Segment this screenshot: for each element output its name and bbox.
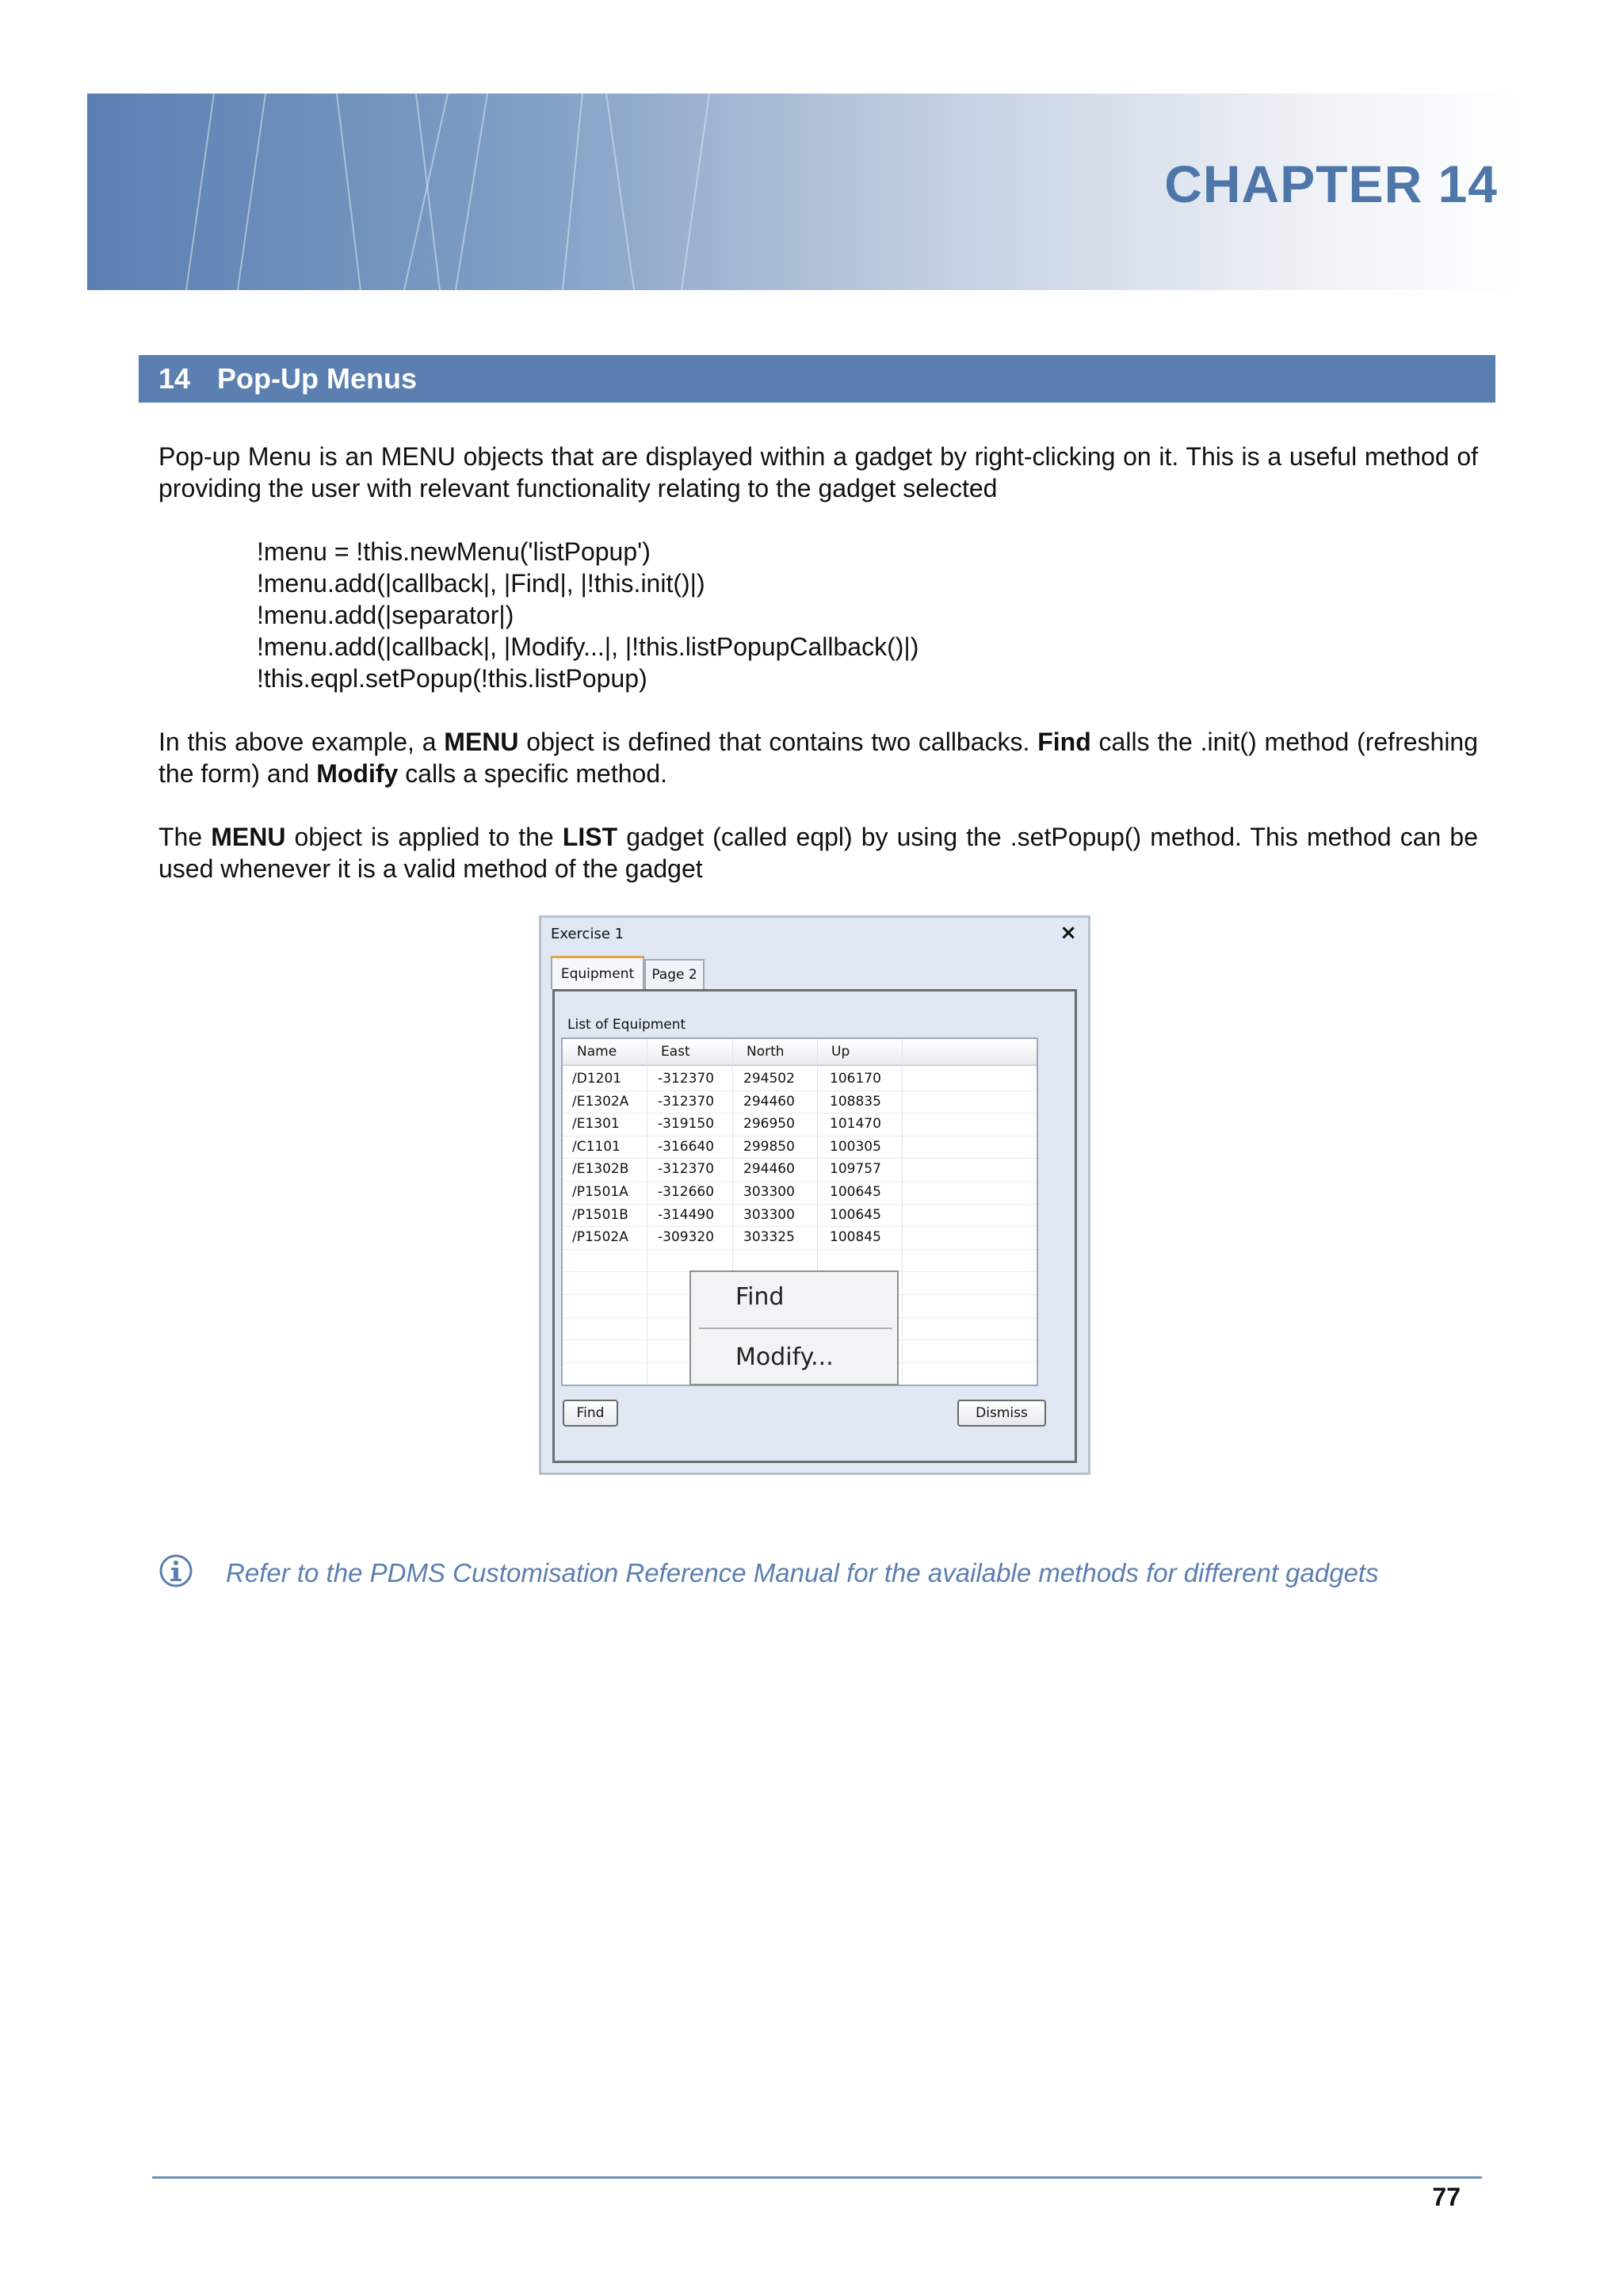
table-cell[interactable]: -312370 (658, 1093, 715, 1110)
table-cell[interactable]: 100645 (830, 1206, 881, 1223)
table-cell[interactable]: 100305 (830, 1138, 881, 1155)
dismiss-button[interactable]: Dismiss (957, 1400, 1046, 1427)
table-cell[interactable]: 100845 (830, 1229, 881, 1246)
table-cell[interactable]: -316640 (658, 1138, 715, 1155)
column-header-east[interactable]: East (661, 1044, 690, 1060)
table-cell[interactable]: 294502 (743, 1071, 795, 1087)
section-number: 14 (158, 362, 191, 395)
text-run: calls a specific method. (398, 759, 667, 788)
dialog-title: Exercise 1 (551, 926, 624, 942)
row-divider (563, 1181, 1037, 1182)
text-run: gadget (called eqpl) by using the .setPopup() method. This method can be used whenever it is a valid method of the gadget (158, 823, 1479, 883)
code-line: !this.eqpl.setPopup(!this.listPopup) (257, 664, 647, 693)
table-cell[interactable]: 294460 (743, 1093, 795, 1110)
table-cell[interactable]: 303300 (743, 1206, 795, 1223)
table-cell[interactable]: 296950 (743, 1116, 795, 1133)
intro-paragraph: Pop-up Menu is an MENU objects that are displayed within a gadget by right-clicking on it. This is a useful method of providing the user with relevant functionality relating to the gadget selected (158, 442, 1478, 502)
page-number: 77 (1432, 2183, 1461, 2211)
code-line: !menu.add(|separator|) (257, 601, 514, 629)
table-cell[interactable]: 109757 (830, 1161, 881, 1178)
row-divider (563, 1158, 1037, 1159)
column-divider (902, 1039, 903, 1386)
table-cell[interactable]: -312370 (658, 1071, 715, 1087)
text-run: object is applied to the (285, 823, 563, 851)
table-cell[interactable]: 108835 (830, 1093, 881, 1110)
setpopup-paragraph (158, 821, 1478, 884)
equipment-panel (552, 989, 1077, 1463)
table-cell[interactable]: -314490 (658, 1206, 715, 1223)
bold-term: LIST (562, 823, 618, 851)
row-divider (563, 1226, 1037, 1227)
tab-equipment[interactable]: Equipment (551, 956, 644, 989)
bold-term: Modify (316, 759, 399, 788)
column-header-name[interactable]: Name (577, 1044, 617, 1060)
section-title: Pop-Up Menus (217, 362, 418, 395)
row-divider (563, 1204, 1037, 1205)
column-header-up[interactable]: Up (831, 1044, 850, 1060)
table-cell[interactable]: 106170 (830, 1071, 881, 1087)
text-run: object is defined that contains two callbacks. (518, 728, 1038, 756)
note-text: Refer to the PDMS Customisation Reference Manual for the available methods for different gadgets (226, 1558, 1379, 1587)
table-cell[interactable]: -312370 (658, 1161, 715, 1178)
table-cell[interactable]: /E1302A (572, 1093, 629, 1110)
code-line: !menu.add(|callback|, |Modify...|, |!this.listPopupCallback()|) (257, 632, 919, 661)
info-note (158, 1553, 1506, 1593)
chapter-banner (87, 94, 1522, 290)
code-line: !menu.add(|callback|, |Find|, |!this.init()|) (257, 569, 705, 598)
section-heading (139, 355, 1495, 403)
close-icon[interactable]: × (1060, 921, 1077, 945)
list-header (563, 1039, 1037, 1066)
list-label: List of Equipment (567, 1017, 686, 1033)
info-icon (158, 1553, 193, 1588)
code-line: !menu = !this.newMenu('listPopup') (257, 537, 651, 566)
table-cell[interactable]: /P1502A (572, 1229, 628, 1246)
table-cell[interactable]: /E1301 (572, 1116, 620, 1133)
table-cell[interactable]: 299850 (743, 1138, 795, 1155)
table-cell[interactable]: /P1501A (572, 1184, 628, 1200)
popup-item-find[interactable]: Find (735, 1283, 785, 1311)
table-cell[interactable]: /D1201 (572, 1071, 622, 1087)
exercise-dialog (539, 915, 1090, 1475)
table-cell[interactable]: -309320 (658, 1229, 715, 1246)
tab-page-2[interactable]: Page 2 (644, 959, 705, 989)
popup-item-modify[interactable]: Modify... (735, 1343, 834, 1371)
bold-term: MENU (444, 728, 519, 756)
text-run: calls the .init() method (refreshing the form) and (158, 728, 1479, 788)
popup-menu (689, 1270, 899, 1385)
table-cell[interactable]: /C1101 (572, 1138, 621, 1155)
table-cell[interactable]: -319150 (658, 1116, 715, 1133)
text-run: In this above example, a (158, 728, 445, 756)
table-cell[interactable]: /E1302B (572, 1161, 629, 1178)
find-button[interactable]: Find (563, 1400, 618, 1427)
table-cell[interactable]: 294460 (743, 1161, 795, 1178)
explanation-paragraph (158, 726, 1478, 789)
table-cell[interactable]: 100645 (830, 1184, 881, 1200)
text-run: The (158, 823, 212, 851)
bold-term: MENU (211, 823, 286, 851)
row-divider (563, 1136, 1037, 1137)
footer-rule (152, 2176, 1482, 2179)
bold-term: Find (1037, 728, 1091, 756)
table-cell[interactable]: 303325 (743, 1229, 795, 1246)
code-block (257, 536, 918, 694)
row-divider (563, 1249, 1037, 1250)
table-cell[interactable]: 303300 (743, 1184, 795, 1200)
table-cell[interactable]: /P1501B (572, 1206, 628, 1223)
popup-separator (699, 1328, 892, 1329)
table-cell[interactable]: 101470 (830, 1116, 881, 1133)
chapter-title: CHAPTER 14 (1164, 155, 1498, 213)
row-divider (563, 1113, 1037, 1114)
column-header-north[interactable]: North (747, 1044, 785, 1060)
table-cell[interactable]: -312660 (658, 1184, 715, 1200)
